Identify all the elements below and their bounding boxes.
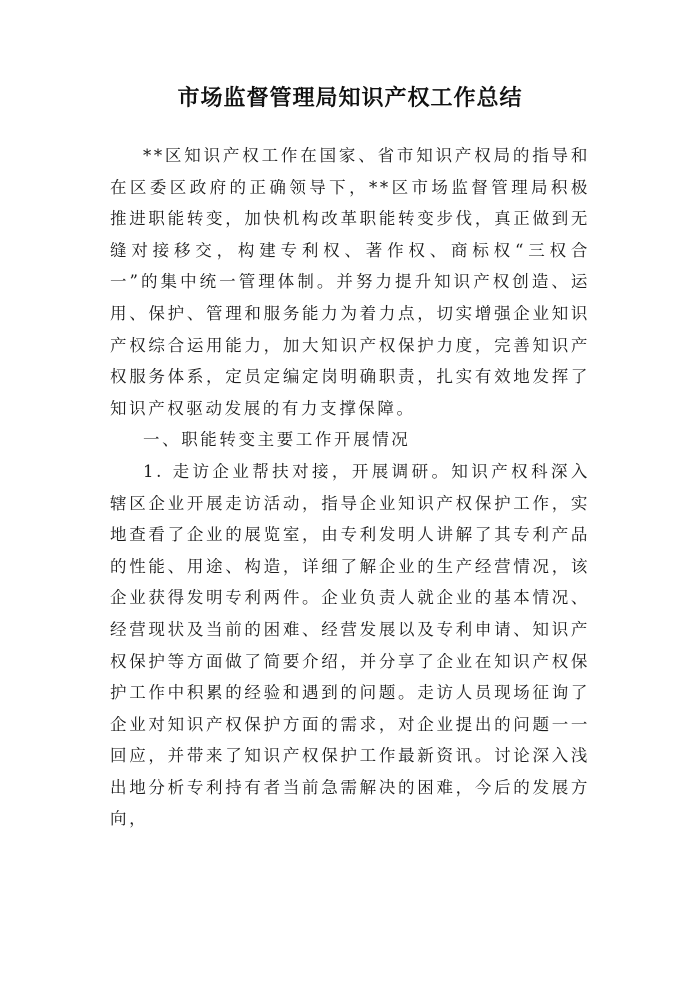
section-heading: 一、职能转变主要工作开展情况 [143, 430, 411, 450]
intro-paragraph: **区知识产权工作在国家、省市知识产权局的指导和在区委区政府的正确领导下，**区市场监督管理局积极推进职能转变，加快机构改革职能转变步伐，真正做到无缝对接移交，构建专利权、著作权、商标权“三权合一”的集中统一管理体制。并努力提升知识产权创造、运用、保护、管理和服务能力为着力点，切实增强企业知识产权综合运用能力，加大知识产权保护力度，完善知识产权服务体系，定员定编定岗明确职责，扎实有效地发挥了知识产权驱动发展的有力支撑保障。 [110, 146, 590, 418]
document-title: 市场监督管理局知识产权工作总结 [177, 86, 523, 111]
item-paragraph: 1. 走访企业帮扶对接，开展调研。知识产权科深入辖区企业开展走访活动，指导企业知识产权保护工作，实地查看了企业的展览室，由专利发明人讲解了其专利产品的性能、用途、构造，详细了解企业的生产经营情况，该企业获得发明专利两件。企业负责人就企业的基本情况、经营现状及当前的困难、经营发展以及专利申请、知识产权保护等方面做了简要介绍，并分享了企业在知识产权保护工作中积累的经验和遇到的问题。走访人员现场征询了企业对知识产权保护方面的需求，对企业提出的问题一一回应，并带来了知识产权保护工作最新资讯。讨论深入浅出地分析专利持有者当前急需解决的困难，今后的发展方向， [110, 461, 590, 829]
